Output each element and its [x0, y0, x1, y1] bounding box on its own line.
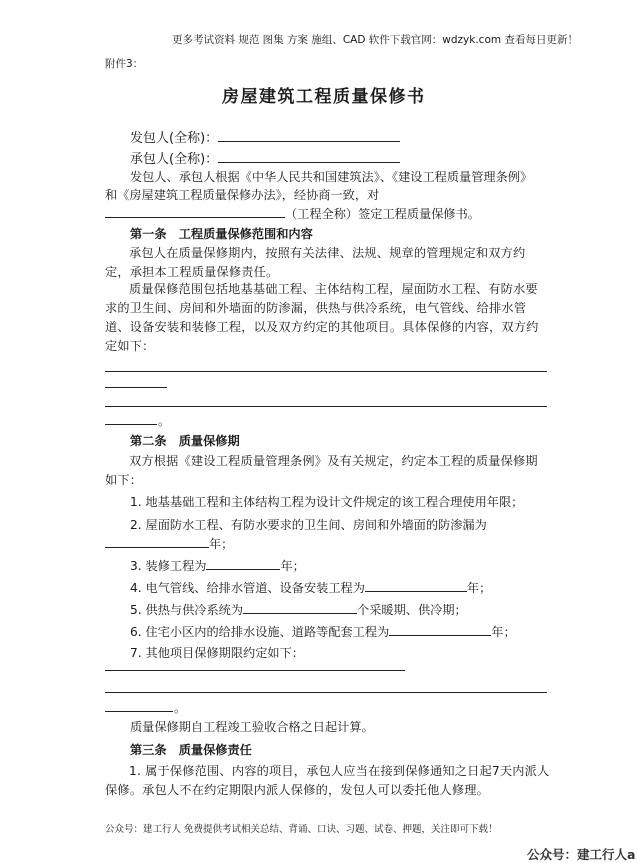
decoration-years-blank[interactable]: [206, 556, 280, 570]
installation-years-blank[interactable]: [365, 578, 467, 592]
term-item-4: [130, 578, 491, 596]
term-item-5: [130, 600, 467, 618]
contractor-line: [130, 127, 400, 146]
art1-blank-line-1[interactable]: [105, 371, 547, 372]
intro-line-3-text: （工程全称）签定工程质量保修书。: [285, 207, 480, 221]
article-1-heading: 第一条 工程质量保修范围和内容: [130, 227, 313, 241]
term-item-7: 7. 其他项目保修期限约定如下：: [130, 646, 304, 660]
attachment-label: 附件3：: [105, 58, 144, 70]
term-item-3-text: 3. 装修工程为: [130, 559, 207, 573]
term-item-5-text: 5. 供热与供冷系统为: [130, 603, 244, 617]
art2-blank-line-1[interactable]: [105, 670, 405, 671]
facilities-years-blank[interactable]: [389, 622, 491, 636]
term-item-2-line: [105, 534, 233, 552]
footer-note: 公众号：建工行人 免费提供考试相关总结、背诵、口诀、习题、试卷、押题，关注即可下载！: [105, 824, 498, 835]
term-item-2-unit: 年；: [209, 537, 234, 551]
term-item-6-text: 6. 住宅小区内的给排水设施、道路等配套工程为: [130, 625, 390, 639]
art1-end-mark: 。: [158, 414, 171, 428]
article-2-paragraph-2: 质量保修期自工程竣工验收合格之日起计算。: [130, 720, 374, 734]
intro-line-3: [105, 204, 480, 222]
intro-line-1: 发包人、承包人根据《中华人民共和国建筑法》、《建设工程质量管理条例》: [130, 170, 533, 184]
art1-blank-line-2[interactable]: [105, 387, 167, 388]
term-item-4-unit: 年；: [466, 581, 492, 595]
watermark-text: 公众号：建工行人a: [527, 847, 636, 862]
article-3-heading: 第三条 质量保修责任: [130, 743, 252, 757]
term-item-5-unit: 个采暖期、供冷期；: [357, 603, 467, 617]
roof-waterproof-years-blank[interactable]: [105, 534, 209, 548]
project-name-blank[interactable]: [105, 204, 285, 218]
contractor-label: 发包人(全称)：: [130, 131, 219, 146]
contractor-blank[interactable]: [218, 128, 400, 142]
art1-blank-line-4[interactable]: [105, 424, 157, 425]
term-item-3-unit: 年；: [280, 559, 305, 573]
term-item-1: 1. 地基基础工程和主体结构工程为设计文件规定的该工程合理使用年限；: [130, 495, 524, 509]
intro-line-2: 和《房屋建筑工程质量保修办法》，经协商一致，对: [105, 188, 380, 202]
art1-blank-line-3[interactable]: [105, 406, 547, 407]
article-3-paragraph-1: 1. 属于保修范围、内容的项目，承包人应当在接到保修通知之日起7天内派人保修。承包人不在约定期限内派人保修的，发包人可以委托他人修理。: [105, 764, 550, 797]
document-title: 房屋建筑工程质量保修书: [222, 87, 426, 107]
art2-blank-line-3[interactable]: [105, 711, 173, 712]
term-item-4-text: 4. 电气管线、给排水管道、设备安装工程为: [130, 581, 365, 595]
article-2-heading: 第二条 质量保修期: [130, 434, 240, 448]
article-2-paragraph-1: 双方根据《建设工程质量管理条例》及有关规定，约定本工程的质量保修期如下：: [105, 454, 538, 487]
term-item-3: [130, 556, 305, 574]
art2-end-mark: 。: [174, 701, 187, 715]
builder-line: [130, 148, 400, 167]
builder-blank[interactable]: [218, 149, 400, 163]
heating-periods-blank[interactable]: [243, 600, 357, 614]
term-item-6-unit: 年；: [491, 625, 516, 639]
term-item-2: 2. 屋面防水工程、有防水要求的卫生间、房间和外墙面的防渗漏为: [130, 518, 487, 532]
header-banner: 更多考试资料 规范 图集 方案 施组、CAD 软件下载官网：wdzyk.com 查看每日更新！: [172, 34, 578, 46]
article-1-paragraph-2: 质量保修范围包括地基基础工程、主体结构工程，屋面防水工程、有防水要求的卫生间、房间和外墙面的防渗漏，供热与供冷系统，电气管线、给排水管道、设备安装和装修工程，以及双方约定的其他项目。具体保修的内容，双方约定如下：: [105, 282, 539, 353]
art2-blank-line-2[interactable]: [105, 692, 547, 693]
article-1-paragraph-1: 承包人在质量保修期内，按照有关法律、法规、规章的管理规定和双方约定，承担本工程质量保修责任。: [105, 246, 526, 279]
term-item-6: [130, 622, 516, 640]
builder-label: 承包人(全称)：: [130, 152, 219, 167]
